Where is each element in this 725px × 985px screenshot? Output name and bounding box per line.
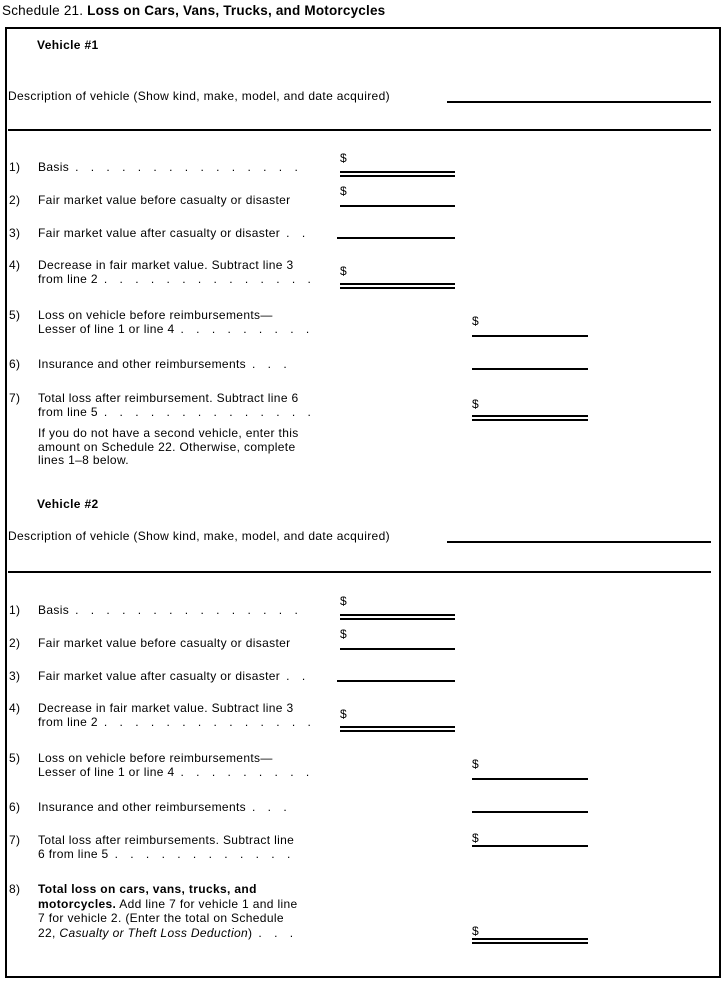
dot-leader: . . . . . . . . . <box>180 765 314 779</box>
line-label: Basis . . . . . . . . . . . . . . . <box>38 160 303 174</box>
dot-leader: . . . . . . . . . . . . <box>114 847 295 861</box>
line-label: Fair market value after casualty or disaster . . <box>38 226 310 240</box>
dot-leader: . . . <box>252 357 292 371</box>
line-number: 1) <box>9 603 21 617</box>
line-number: 5) <box>9 751 21 765</box>
dot-leader: . . . . . . . . . . . . . . . <box>75 603 303 617</box>
line-label: Fair market value before casualty or disaster <box>38 636 291 650</box>
line-number: 7) <box>9 833 21 847</box>
line-label: Basis . . . . . . . . . . . . . . . <box>38 603 303 617</box>
dot-leader: . . . <box>252 800 292 814</box>
line-label: Total loss after reimbursement. Subtract line 6 from line 5 . . . . . . . . . . . . . . <box>38 391 316 419</box>
dollar-sign: $ <box>340 594 347 608</box>
line-number: 6) <box>9 800 21 814</box>
v2-line2-amount[interactable] <box>340 648 455 650</box>
line-number: 5) <box>9 308 21 322</box>
line-label: Loss on vehicle before reimbursements— Lesser of line 1 or line 4 . . . . . . . . . <box>38 751 314 779</box>
v1-line3-amount[interactable] <box>337 237 455 239</box>
line-label: Decrease in fair market value. Subtract line 3 from line 2 . . . . . . . . . . . . . . <box>38 258 316 286</box>
v2-line4-amount[interactable] <box>340 726 455 732</box>
line-label: Insurance and other reimbursements . . . <box>38 357 292 371</box>
line-number: 4) <box>9 701 21 715</box>
v1-line2-amount[interactable] <box>340 205 455 207</box>
line-number: 7) <box>9 391 21 405</box>
dot-leader: . . . . . . . . . . . . . . <box>103 405 316 419</box>
form-title-main: Loss on Cars, Vans, Trucks, and Motorcycles <box>83 3 386 18</box>
v1-line4-amount[interactable] <box>340 283 455 289</box>
v1-note-text: If you do not have a second vehicle, enter this amount on Schedule 22. Otherwise, complete lines 1–8 below. <box>38 426 299 467</box>
dollar-sign: $ <box>340 707 347 721</box>
form-title <box>2 3 385 18</box>
dot-leader: . . . . . . . . . . . . . . <box>103 715 316 729</box>
v2-description-entry-line[interactable] <box>447 541 711 543</box>
dot-leader: . . . <box>258 925 298 940</box>
dollar-sign: $ <box>340 151 347 165</box>
line-label: Decrease in fair market value. Subtract line 3 from line 2 . . . . . . . . . . . . . . <box>38 701 316 729</box>
line-number: 2) <box>9 636 21 650</box>
line-label: Loss on vehicle before reimbursements— Lesser of line 1 or line 4 . . . . . . . . . <box>38 308 314 336</box>
dollar-sign: $ <box>472 314 479 328</box>
line-number: 3) <box>9 669 21 683</box>
line-number: 6) <box>9 357 21 371</box>
v1-line1-amount[interactable] <box>340 171 455 177</box>
dollar-sign: $ <box>472 831 479 845</box>
v1-line6-amount[interactable] <box>472 368 588 370</box>
dollar-sign: $ <box>340 627 347 641</box>
line-label: Fair market value after casualty or disaster . . <box>38 669 310 683</box>
line-number: 1) <box>9 160 21 174</box>
vehicle2-heading: Vehicle #2 <box>37 497 99 511</box>
dot-leader: . . . . . . . . . . . . . . . <box>75 160 303 174</box>
line-number: 8) <box>9 882 21 896</box>
v2-line6-amount[interactable] <box>472 811 588 813</box>
line-label: Insurance and other reimbursements . . . <box>38 800 292 814</box>
v1-line5-amount[interactable] <box>472 335 588 337</box>
line-number: 4) <box>9 258 21 272</box>
line-label-total: Total loss on cars, vans, trucks, and motorcycles. Add line 7 for vehicle 1 and line 7 for vehicle 2. (Enter the total on Schedule 22, Casualty or Theft Loss Deduction) . . . <box>38 882 298 940</box>
v1-line7-amount[interactable] <box>472 415 588 421</box>
vehicle1-heading: Vehicle #1 <box>37 38 99 52</box>
vehicle2-description-label: Description of vehicle (Show kind, make, model, and date acquired) <box>8 529 390 543</box>
v1-description-entry-line[interactable] <box>447 101 711 103</box>
line-number: 2) <box>9 193 21 207</box>
v2-line7-amount[interactable] <box>472 845 588 847</box>
dollar-sign: $ <box>340 264 347 278</box>
v2-line8-total-amount[interactable] <box>472 938 588 944</box>
line-label: Total loss after reimbursements. Subtract line 6 from line 5 . . . . . . . . . . . . <box>38 833 295 861</box>
dot-leader: . . <box>286 669 310 683</box>
line-number: 3) <box>9 226 21 240</box>
dollar-sign: $ <box>472 924 479 938</box>
v2-line1-amount[interactable] <box>340 614 455 620</box>
form-title-prefix: Schedule 21. <box>2 3 84 18</box>
vehicle1-description-label: Description of vehicle (Show kind, make, model, and date acquired) <box>8 89 390 103</box>
dollar-sign: $ <box>472 757 479 771</box>
dot-leader: . . . . . . . . . . . . . . <box>103 272 316 286</box>
v1-description-entry-line-2[interactable] <box>8 129 711 131</box>
v2-description-entry-line-2[interactable] <box>8 571 711 573</box>
dot-leader: . . <box>286 226 310 240</box>
v2-line5-amount[interactable] <box>472 778 588 780</box>
dollar-sign: $ <box>472 397 479 411</box>
dot-leader: . . . . . . . . . <box>180 322 314 336</box>
v2-line3-amount[interactable] <box>337 680 455 682</box>
dollar-sign: $ <box>340 184 347 198</box>
line-label: Fair market value before casualty or disaster <box>38 193 291 207</box>
